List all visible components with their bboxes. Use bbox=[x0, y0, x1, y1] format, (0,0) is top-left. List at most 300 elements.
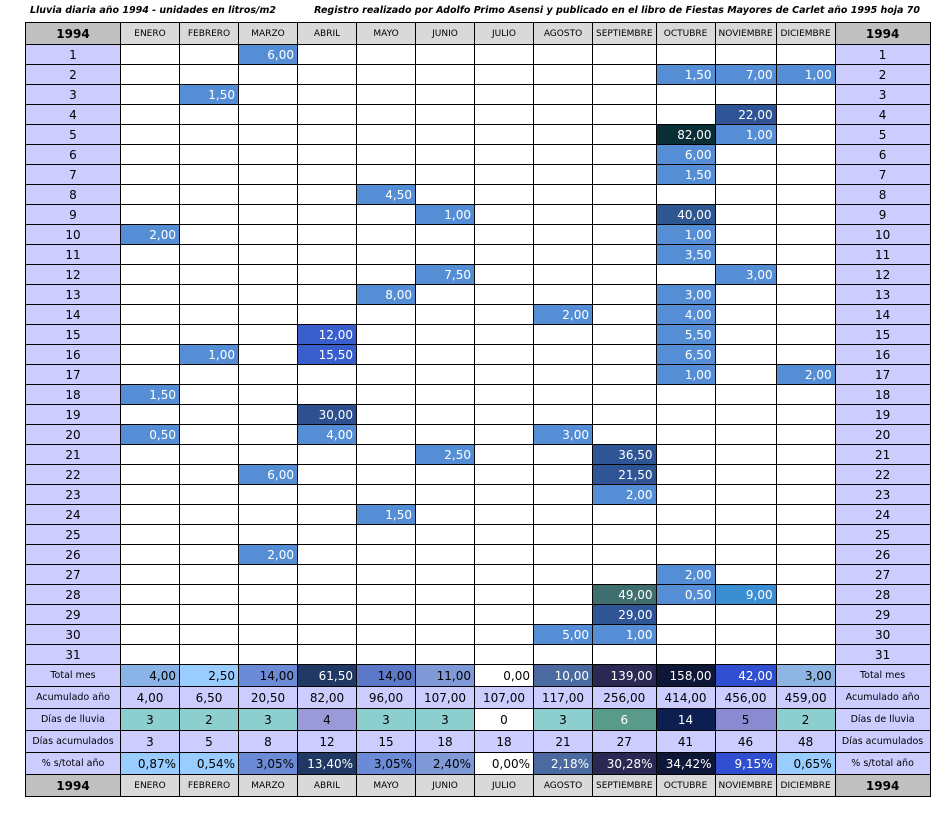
month-header: ENERO bbox=[121, 775, 180, 797]
summary-cell: 6,50 bbox=[180, 687, 239, 709]
rain-cell bbox=[121, 165, 180, 185]
day-number: 21 bbox=[835, 445, 930, 465]
rain-cell: 3,00 bbox=[715, 265, 776, 285]
rain-cell bbox=[593, 245, 657, 265]
rain-cell bbox=[593, 565, 657, 585]
rain-cell bbox=[416, 85, 475, 105]
rain-cell bbox=[239, 385, 298, 405]
rain-cell bbox=[180, 125, 239, 145]
rain-cell bbox=[121, 205, 180, 225]
rain-cell bbox=[180, 405, 239, 425]
rain-cell bbox=[534, 125, 593, 145]
day-number: 4 bbox=[835, 105, 930, 125]
day-number: 19 bbox=[835, 405, 930, 425]
month-header: DICIEMBRE bbox=[776, 23, 835, 45]
summary-cell: 96,00 bbox=[357, 687, 416, 709]
rain-cell: 2,50 bbox=[416, 445, 475, 465]
rain-cell bbox=[180, 225, 239, 245]
rain-cell bbox=[416, 185, 475, 205]
rain-cell bbox=[715, 325, 776, 345]
summary-cell: 139,00 bbox=[593, 665, 657, 687]
rain-cell bbox=[656, 625, 715, 645]
day-row bbox=[26, 45, 931, 65]
rain-cell bbox=[180, 645, 239, 665]
summary-cell: 6 bbox=[593, 709, 657, 731]
rain-cell bbox=[534, 265, 593, 285]
day-row bbox=[26, 625, 931, 645]
day-number: 18 bbox=[835, 385, 930, 405]
summary-cell: 3 bbox=[121, 731, 180, 753]
day-number: 10 bbox=[835, 225, 930, 245]
rain-cell bbox=[357, 45, 416, 65]
rain-cell bbox=[776, 305, 835, 325]
day-row bbox=[26, 265, 931, 285]
summary-cell: 3,05% bbox=[357, 753, 416, 775]
day-number: 5 bbox=[835, 125, 930, 145]
rain-cell bbox=[715, 385, 776, 405]
rain-cell bbox=[180, 105, 239, 125]
day-number: 9 bbox=[26, 205, 121, 225]
summary-cell: 2,40% bbox=[416, 753, 475, 775]
summary-cell: 4,00 bbox=[121, 665, 180, 687]
day-number: 31 bbox=[835, 645, 930, 665]
summary-cell: 18 bbox=[416, 731, 475, 753]
rain-cell bbox=[475, 245, 534, 265]
month-header: JULIO bbox=[475, 23, 534, 45]
rain-cell bbox=[593, 205, 657, 225]
summary-label: Días de lluvia bbox=[26, 709, 121, 731]
rain-cell: 40,00 bbox=[656, 205, 715, 225]
rain-cell bbox=[180, 505, 239, 525]
day-number: 27 bbox=[26, 565, 121, 585]
day-number: 2 bbox=[26, 65, 121, 85]
summary-cell: 11,00 bbox=[416, 665, 475, 687]
rain-cell bbox=[180, 545, 239, 565]
porcentaje-row bbox=[26, 753, 931, 775]
rain-cell bbox=[593, 365, 657, 385]
rain-cell bbox=[239, 445, 298, 465]
rain-cell bbox=[475, 145, 534, 165]
summary-label: % s/total año bbox=[26, 753, 121, 775]
rain-cell bbox=[534, 565, 593, 585]
summary-cell: 5 bbox=[715, 709, 776, 731]
rain-cell bbox=[121, 565, 180, 585]
summary-cell: 0,00% bbox=[475, 753, 534, 775]
rain-cell bbox=[776, 105, 835, 125]
rain-cell bbox=[298, 365, 357, 385]
summary-label: Acumulado año bbox=[835, 687, 930, 709]
summary-cell: 4,00 bbox=[121, 687, 180, 709]
rain-cell bbox=[656, 425, 715, 445]
rain-cell bbox=[416, 545, 475, 565]
rain-cell bbox=[475, 365, 534, 385]
rain-cell bbox=[357, 385, 416, 405]
rain-cell bbox=[656, 185, 715, 205]
rain-cell: 6,00 bbox=[239, 465, 298, 485]
rain-cell bbox=[239, 585, 298, 605]
rain-cell bbox=[475, 445, 534, 465]
day-number: 7 bbox=[26, 165, 121, 185]
summary-cell: 14,00 bbox=[357, 665, 416, 687]
day-number: 15 bbox=[835, 325, 930, 345]
rain-cell: 5,00 bbox=[534, 625, 593, 645]
rain-cell bbox=[715, 205, 776, 225]
rain-cell: 2,00 bbox=[776, 365, 835, 385]
rain-cell bbox=[239, 345, 298, 365]
rain-cell: 2,00 bbox=[593, 485, 657, 505]
rain-cell bbox=[776, 545, 835, 565]
rain-cell bbox=[239, 305, 298, 325]
rain-cell bbox=[416, 125, 475, 145]
month-header: SEPTIEMBRE bbox=[593, 775, 657, 797]
rain-cell bbox=[121, 65, 180, 85]
rain-cell bbox=[239, 165, 298, 185]
rain-cell bbox=[475, 645, 534, 665]
rain-cell bbox=[180, 385, 239, 405]
day-row bbox=[26, 245, 931, 265]
rain-cell bbox=[715, 225, 776, 245]
rain-cell bbox=[239, 485, 298, 505]
rain-cell bbox=[121, 545, 180, 565]
month-header: NOVIEMBRE bbox=[715, 775, 776, 797]
day-row bbox=[26, 505, 931, 525]
summary-cell: 2 bbox=[776, 709, 835, 731]
rain-cell: 7,00 bbox=[715, 65, 776, 85]
rain-cell bbox=[715, 605, 776, 625]
rain-cell: 3,50 bbox=[656, 245, 715, 265]
rain-cell bbox=[475, 85, 534, 105]
rain-cell bbox=[593, 165, 657, 185]
rain-cell bbox=[180, 185, 239, 205]
rain-cell bbox=[298, 585, 357, 605]
rain-cell: 1,50 bbox=[656, 65, 715, 85]
rain-cell bbox=[180, 485, 239, 505]
rain-cell bbox=[534, 505, 593, 525]
day-number: 7 bbox=[835, 165, 930, 185]
rain-cell bbox=[715, 405, 776, 425]
source-note: Registro realizado por Adolfo Primo Asensi y publicado en el libro de Fiestas Mayores de Carlet año 1995 hoja 70 bbox=[314, 5, 920, 16]
rain-cell: 8,00 bbox=[357, 285, 416, 305]
rain-cell bbox=[475, 585, 534, 605]
rain-cell bbox=[298, 625, 357, 645]
rain-cell bbox=[180, 565, 239, 585]
day-number: 3 bbox=[26, 85, 121, 105]
rain-cell bbox=[776, 165, 835, 185]
day-number: 31 bbox=[26, 645, 121, 665]
rain-cell bbox=[475, 105, 534, 125]
month-header: DICIEMBRE bbox=[776, 775, 835, 797]
rain-cell bbox=[416, 145, 475, 165]
rain-cell bbox=[416, 525, 475, 545]
summary-cell: 20,50 bbox=[239, 687, 298, 709]
month-header: JULIO bbox=[475, 775, 534, 797]
rain-cell bbox=[239, 565, 298, 585]
rain-cell bbox=[475, 505, 534, 525]
month-header: ABRIL bbox=[298, 775, 357, 797]
rain-cell bbox=[239, 85, 298, 105]
rain-cell: 30,00 bbox=[298, 405, 357, 425]
rain-cell bbox=[416, 625, 475, 645]
rain-cell: 2,00 bbox=[239, 545, 298, 565]
rain-cell bbox=[121, 465, 180, 485]
rain-cell bbox=[656, 385, 715, 405]
rain-cell bbox=[416, 165, 475, 185]
rain-cell: 6,00 bbox=[656, 145, 715, 165]
rain-cell bbox=[776, 405, 835, 425]
day-number: 9 bbox=[835, 205, 930, 225]
summary-cell: 3 bbox=[121, 709, 180, 731]
day-number: 27 bbox=[835, 565, 930, 585]
rain-cell bbox=[239, 185, 298, 205]
rain-cell bbox=[534, 345, 593, 365]
rain-cell bbox=[656, 485, 715, 505]
rain-cell bbox=[656, 405, 715, 425]
rain-cell bbox=[593, 345, 657, 365]
rain-cell bbox=[357, 445, 416, 465]
month-header: MARZO bbox=[239, 23, 298, 45]
month-header: OCTUBRE bbox=[656, 775, 715, 797]
rain-cell bbox=[776, 605, 835, 625]
rain-cell bbox=[593, 305, 657, 325]
rain-cell bbox=[121, 105, 180, 125]
rain-cell: 9,00 bbox=[715, 585, 776, 605]
rain-cell bbox=[715, 345, 776, 365]
rain-cell bbox=[298, 225, 357, 245]
rain-cell bbox=[121, 85, 180, 105]
month-header: FEBRERO bbox=[180, 775, 239, 797]
rain-cell bbox=[475, 525, 534, 545]
rain-cell bbox=[180, 425, 239, 445]
rain-cell bbox=[357, 105, 416, 125]
day-row bbox=[26, 645, 931, 665]
day-row bbox=[26, 405, 931, 425]
rain-cell bbox=[475, 225, 534, 245]
summary-label: Días acumulados bbox=[26, 731, 121, 753]
rain-cell bbox=[357, 345, 416, 365]
rain-cell bbox=[239, 65, 298, 85]
rain-cell bbox=[357, 585, 416, 605]
rain-cell bbox=[180, 65, 239, 85]
day-number: 29 bbox=[835, 605, 930, 625]
rain-cell: 1,00 bbox=[776, 65, 835, 85]
rain-cell bbox=[357, 545, 416, 565]
rain-cell bbox=[416, 105, 475, 125]
summary-cell: 2 bbox=[180, 709, 239, 731]
rain-cell bbox=[357, 225, 416, 245]
rain-cell bbox=[298, 445, 357, 465]
rain-cell bbox=[180, 205, 239, 225]
rain-cell bbox=[239, 505, 298, 525]
rain-cell bbox=[776, 345, 835, 365]
day-number: 25 bbox=[26, 525, 121, 545]
day-number: 14 bbox=[26, 305, 121, 325]
rain-cell bbox=[593, 85, 657, 105]
day-row bbox=[26, 425, 931, 445]
rain-cell bbox=[121, 485, 180, 505]
rain-cell bbox=[593, 505, 657, 525]
day-number: 24 bbox=[26, 505, 121, 525]
rain-cell bbox=[416, 365, 475, 385]
rain-cell bbox=[715, 625, 776, 645]
day-number: 8 bbox=[26, 185, 121, 205]
rain-cell bbox=[534, 525, 593, 545]
day-number: 30 bbox=[26, 625, 121, 645]
year-label: 1994 bbox=[26, 775, 121, 797]
rain-cell bbox=[593, 45, 657, 65]
rain-cell bbox=[656, 525, 715, 545]
summary-cell: 107,00 bbox=[475, 687, 534, 709]
rain-cell bbox=[416, 325, 475, 345]
day-number: 17 bbox=[835, 365, 930, 385]
rain-cell bbox=[593, 405, 657, 425]
rain-cell: 1,50 bbox=[357, 505, 416, 525]
rain-cell bbox=[534, 85, 593, 105]
rain-cell bbox=[239, 365, 298, 385]
rain-cell: 1,00 bbox=[416, 205, 475, 225]
dias-acumulados-row bbox=[26, 731, 931, 753]
day-number: 22 bbox=[26, 465, 121, 485]
year-label: 1994 bbox=[26, 23, 121, 45]
rain-cell bbox=[180, 265, 239, 285]
rain-cell bbox=[416, 385, 475, 405]
summary-label: Acumulado año bbox=[26, 687, 121, 709]
rain-cell bbox=[593, 645, 657, 665]
day-number: 6 bbox=[835, 145, 930, 165]
day-row bbox=[26, 345, 931, 365]
rain-cell bbox=[534, 465, 593, 485]
summary-cell: 2,50 bbox=[180, 665, 239, 687]
rain-cell bbox=[475, 285, 534, 305]
rain-cell bbox=[121, 45, 180, 65]
rain-cell bbox=[357, 305, 416, 325]
day-number: 6 bbox=[26, 145, 121, 165]
day-number: 16 bbox=[835, 345, 930, 365]
day-row bbox=[26, 105, 931, 125]
day-row bbox=[26, 225, 931, 245]
rain-cell bbox=[180, 165, 239, 185]
rain-cell bbox=[475, 205, 534, 225]
rain-cell: 6,50 bbox=[656, 345, 715, 365]
summary-cell: 456,00 bbox=[715, 687, 776, 709]
day-row bbox=[26, 445, 931, 465]
acumulado-row bbox=[26, 687, 931, 709]
day-number: 10 bbox=[26, 225, 121, 245]
rain-cell: 22,00 bbox=[715, 105, 776, 125]
rain-cell bbox=[239, 325, 298, 345]
month-header: MAYO bbox=[357, 23, 416, 45]
rain-cell bbox=[357, 265, 416, 285]
rain-cell bbox=[121, 365, 180, 385]
day-number: 26 bbox=[26, 545, 121, 565]
rain-cell bbox=[298, 145, 357, 165]
rain-cell: 49,00 bbox=[593, 585, 657, 605]
rain-cell bbox=[357, 65, 416, 85]
day-number: 12 bbox=[26, 265, 121, 285]
rain-cell bbox=[534, 145, 593, 165]
rain-cell: 82,00 bbox=[656, 125, 715, 145]
summary-label: Total mes bbox=[835, 665, 930, 687]
rain-cell bbox=[534, 545, 593, 565]
day-number: 25 bbox=[835, 525, 930, 545]
rain-cell bbox=[475, 405, 534, 425]
rain-cell bbox=[357, 605, 416, 625]
rain-cell bbox=[475, 565, 534, 585]
rain-cell bbox=[298, 105, 357, 125]
rain-cell bbox=[776, 385, 835, 405]
rain-cell bbox=[593, 545, 657, 565]
rain-cell bbox=[239, 125, 298, 145]
rain-cell bbox=[121, 445, 180, 465]
rain-cell bbox=[298, 645, 357, 665]
rain-cell bbox=[180, 525, 239, 545]
rain-cell: 2,00 bbox=[656, 565, 715, 585]
rain-cell: 7,50 bbox=[416, 265, 475, 285]
rain-cell: 6,00 bbox=[239, 45, 298, 65]
day-number: 20 bbox=[26, 425, 121, 445]
month-header: JUNIO bbox=[416, 775, 475, 797]
summary-cell: 0,87% bbox=[121, 753, 180, 775]
rain-cell bbox=[298, 45, 357, 65]
day-row bbox=[26, 605, 931, 625]
summary-cell: 9,15% bbox=[715, 753, 776, 775]
rain-cell bbox=[357, 425, 416, 445]
rain-cell bbox=[475, 325, 534, 345]
rain-cell bbox=[121, 525, 180, 545]
rain-cell bbox=[416, 565, 475, 585]
rain-cell: 21,50 bbox=[593, 465, 657, 485]
rain-cell bbox=[715, 465, 776, 485]
month-header: MARZO bbox=[239, 775, 298, 797]
month-header: NOVIEMBRE bbox=[715, 23, 776, 45]
rain-cell bbox=[776, 465, 835, 485]
rain-cell bbox=[534, 605, 593, 625]
rain-cell bbox=[475, 125, 534, 145]
summary-cell: 3 bbox=[357, 709, 416, 731]
rain-cell bbox=[239, 405, 298, 425]
rain-cell bbox=[298, 565, 357, 585]
total-mes-row bbox=[26, 665, 931, 687]
summary-cell: 4 bbox=[298, 709, 357, 731]
rain-cell bbox=[475, 605, 534, 625]
summary-cell: 12 bbox=[298, 731, 357, 753]
day-row bbox=[26, 325, 931, 345]
rain-cell bbox=[180, 465, 239, 485]
rain-cell bbox=[298, 305, 357, 325]
day-row bbox=[26, 485, 931, 505]
rain-cell: 4,50 bbox=[357, 185, 416, 205]
year-label: 1994 bbox=[835, 23, 930, 45]
rain-cell bbox=[715, 485, 776, 505]
month-header: JUNIO bbox=[416, 23, 475, 45]
day-number: 3 bbox=[835, 85, 930, 105]
rain-cell: 1,00 bbox=[656, 225, 715, 245]
rain-cell bbox=[593, 425, 657, 445]
rain-cell bbox=[357, 525, 416, 545]
rain-cell: 12,00 bbox=[298, 325, 357, 345]
rain-cell bbox=[593, 105, 657, 125]
rain-cell bbox=[715, 505, 776, 525]
rain-cell bbox=[298, 605, 357, 625]
rain-cell bbox=[298, 465, 357, 485]
summary-cell: 0 bbox=[475, 709, 534, 731]
rain-cell bbox=[357, 205, 416, 225]
day-row bbox=[26, 145, 931, 165]
rain-cell: 5,50 bbox=[656, 325, 715, 345]
rain-cell bbox=[776, 85, 835, 105]
rain-cell: 2,00 bbox=[534, 305, 593, 325]
rainfall-table bbox=[25, 22, 931, 797]
rain-cell bbox=[121, 145, 180, 165]
